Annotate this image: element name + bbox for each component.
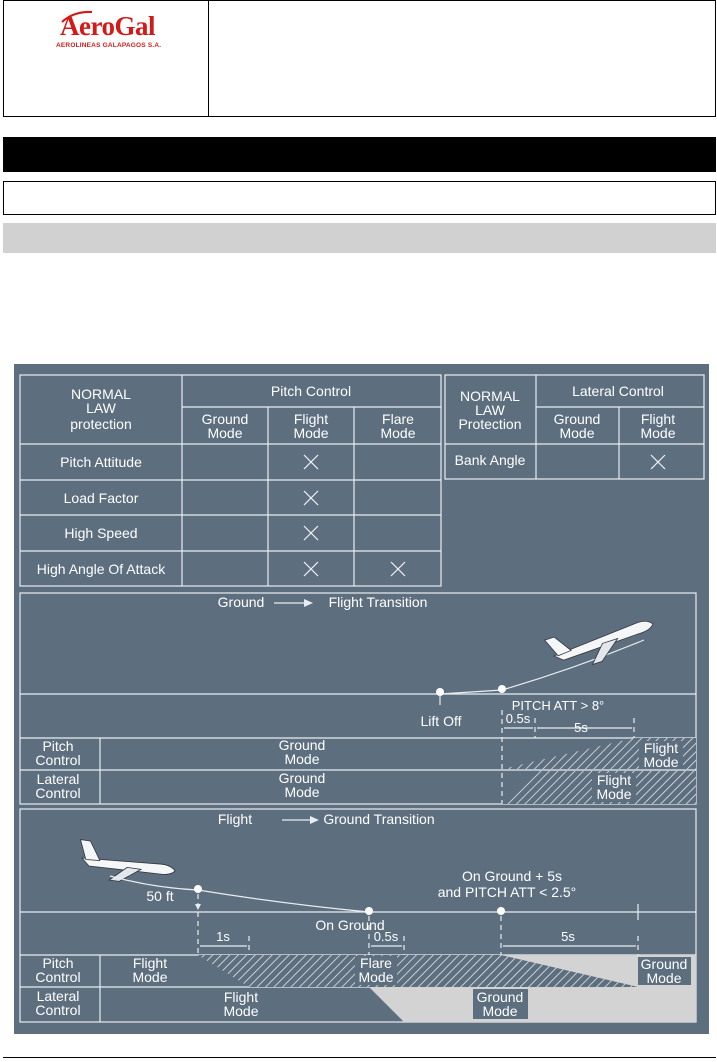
- f2g-pitch-row-line2: Control: [35, 969, 81, 985]
- f2g-title-right: Ground Transition: [323, 811, 435, 827]
- lateral-col-flight-line2: Mode: [640, 425, 676, 441]
- f2g-title-left: Flight: [217, 811, 253, 827]
- g2f-title-arrow-icon: [304, 599, 313, 607]
- g2f-title-left: Ground: [217, 594, 265, 610]
- pitch-col-flare-line2: Mode: [380, 425, 416, 441]
- pitch-col-ground-line2: Mode: [207, 425, 243, 441]
- cross-mark-icon: [304, 526, 318, 540]
- pitch-corner-line3: protection: [70, 416, 132, 432]
- f2g-lateral-flight-line1: Flight: [223, 989, 259, 1005]
- cross-mark-icon: [304, 455, 318, 469]
- f2g-onground-dot: [365, 907, 373, 915]
- f2g-pitch-flight-line1: Flight: [132, 955, 168, 971]
- g2f-lateral-ground-line2: Mode: [284, 784, 320, 800]
- f2g-pitch-ground-line2: Mode: [646, 970, 682, 986]
- f2g-altitude-label: 50 ft: [146, 888, 174, 904]
- g2f-lateral-row-line1: Lateral: [36, 771, 80, 787]
- f2g-lateral-flight-line2: Mode: [223, 1003, 259, 1019]
- chapter-title-bar: [3, 137, 716, 172]
- f2g-lateral-ground-line2: Mode: [482, 1003, 518, 1019]
- g2f-liftoff-label: Lift Off: [420, 713, 462, 729]
- f2g-pitch-flight-line2: Mode: [132, 969, 168, 985]
- g2f-title-right: Flight Transition: [328, 594, 428, 610]
- pitch-col-ground-line1: Ground: [201, 411, 249, 427]
- g2f-lateral-ground-line1: Ground: [278, 770, 326, 786]
- ground-to-flight-panel: [20, 593, 696, 804]
- lateral-protection-table: [445, 375, 704, 479]
- g2f-pitch-row-line1: Pitch: [42, 738, 74, 754]
- f2g-flare-mode-line1: Flare: [360, 955, 392, 971]
- cross-mark-icon: [391, 562, 405, 576]
- f2g-lateral-row-line2: Control: [35, 1002, 81, 1018]
- f2g-time-1s: 1s: [216, 929, 230, 944]
- f2g-pitch-row-line1: Pitch: [42, 955, 74, 971]
- f2g-lateral-row-line1: Lateral: [36, 988, 80, 1004]
- f2g-condition-line1: On Ground + 5s: [461, 868, 563, 884]
- logo-subtitle: AEROLINEAS GALAPAGOS S.A.: [56, 42, 162, 49]
- g2f-lateral-flight-line2: Mode: [596, 786, 632, 802]
- lateral-marks: [651, 455, 665, 469]
- pitch-table-title: Pitch Control: [270, 383, 352, 399]
- normal-law-diagram: [14, 364, 709, 1034]
- g2f-pitch-att-label: PITCH ATT > 8°: [511, 698, 605, 713]
- f2g-flare-hatch: [198, 955, 501, 987]
- cross-mark-icon: [651, 455, 665, 469]
- pitch-row-label: High Angle Of Attack: [36, 561, 166, 577]
- lateral-table-title: Lateral Control: [572, 383, 664, 399]
- f2g-condition-line2: and PITCH ATT < 2.5°: [437, 884, 577, 900]
- f2g-50ft-dot: [194, 885, 202, 893]
- g2f-pitch-dot: [498, 685, 506, 693]
- cross-mark-icon: [304, 491, 318, 505]
- logo-cell: [4, 1, 209, 116]
- pitch-row-label: High Speed: [64, 525, 138, 541]
- pitch-col-flare-line1: Flare: [382, 411, 414, 427]
- f2g-condition-dot: [497, 907, 505, 915]
- lateral-row-label: Bank Angle: [454, 452, 526, 468]
- cross-mark-icon: [304, 562, 318, 576]
- pitch-protection-table: [20, 375, 441, 586]
- logo-wordmark: [60, 11, 155, 42]
- section-title-box: [3, 181, 716, 215]
- pitch-corner-line1: NORMAL: [71, 386, 131, 402]
- document-header: [3, 0, 716, 117]
- f2g-lateral-ground-fill: [369, 987, 696, 1022]
- pitch-corner-line2: LAW: [86, 400, 116, 416]
- g2f-lateral-row-line2: Control: [35, 785, 81, 801]
- g2f-time-long: 5s: [574, 720, 588, 735]
- f2g-aircraft-icon: [76, 840, 178, 889]
- f2g-time-half: 0.5s: [373, 929, 399, 944]
- footer-rule: [3, 1057, 716, 1058]
- header-info-cell: [209, 1, 715, 116]
- pitch-row-label: Load Factor: [63, 490, 139, 506]
- pitch-col-flight-line2: Mode: [293, 425, 329, 441]
- f2g-onground-label: On Ground: [315, 917, 385, 933]
- flight-to-ground-panel: [20, 809, 696, 1022]
- g2f-time-short: 0.5s: [505, 711, 531, 726]
- g2f-lateral-flight-line1: Flight: [596, 772, 632, 788]
- f2g-title-arrow-icon: [310, 816, 319, 824]
- pitch-row-label: Pitch Attitude: [60, 454, 142, 470]
- f2g-flare-mode-line2: Mode: [358, 969, 394, 985]
- g2f-pitch-ground-line2: Mode: [284, 751, 320, 767]
- g2f-pitch-ground-line1: Ground: [278, 737, 326, 753]
- f2g-lateral-ground-line1: Ground: [476, 989, 524, 1005]
- pitch-col-flight-line1: Flight: [293, 411, 329, 427]
- f2g-time-5s: 5s: [561, 929, 575, 944]
- normal-law-figure: [14, 364, 709, 1034]
- lateral-col-ground-line1: Ground: [553, 411, 601, 427]
- logo-wordmark-text: AeroGal: [60, 11, 155, 41]
- g2f-trajectory: [440, 640, 644, 694]
- f2g-pitch-ground-line1: Ground: [640, 956, 688, 972]
- lateral-col-flight-line1: Flight: [640, 411, 676, 427]
- g2f-pitch-flight-line2: Mode: [643, 754, 679, 770]
- lateral-corner-line1: NORMAL: [460, 388, 520, 404]
- g2f-pitch-flight-line1: Flight: [643, 740, 679, 756]
- subsection-title-bar: [3, 223, 716, 253]
- lateral-corner-line3: Protection: [458, 416, 522, 432]
- lateral-col-ground-line2: Mode: [559, 425, 595, 441]
- g2f-pitch-row-line2: Control: [35, 752, 81, 768]
- lateral-corner-line2: LAW: [475, 402, 505, 418]
